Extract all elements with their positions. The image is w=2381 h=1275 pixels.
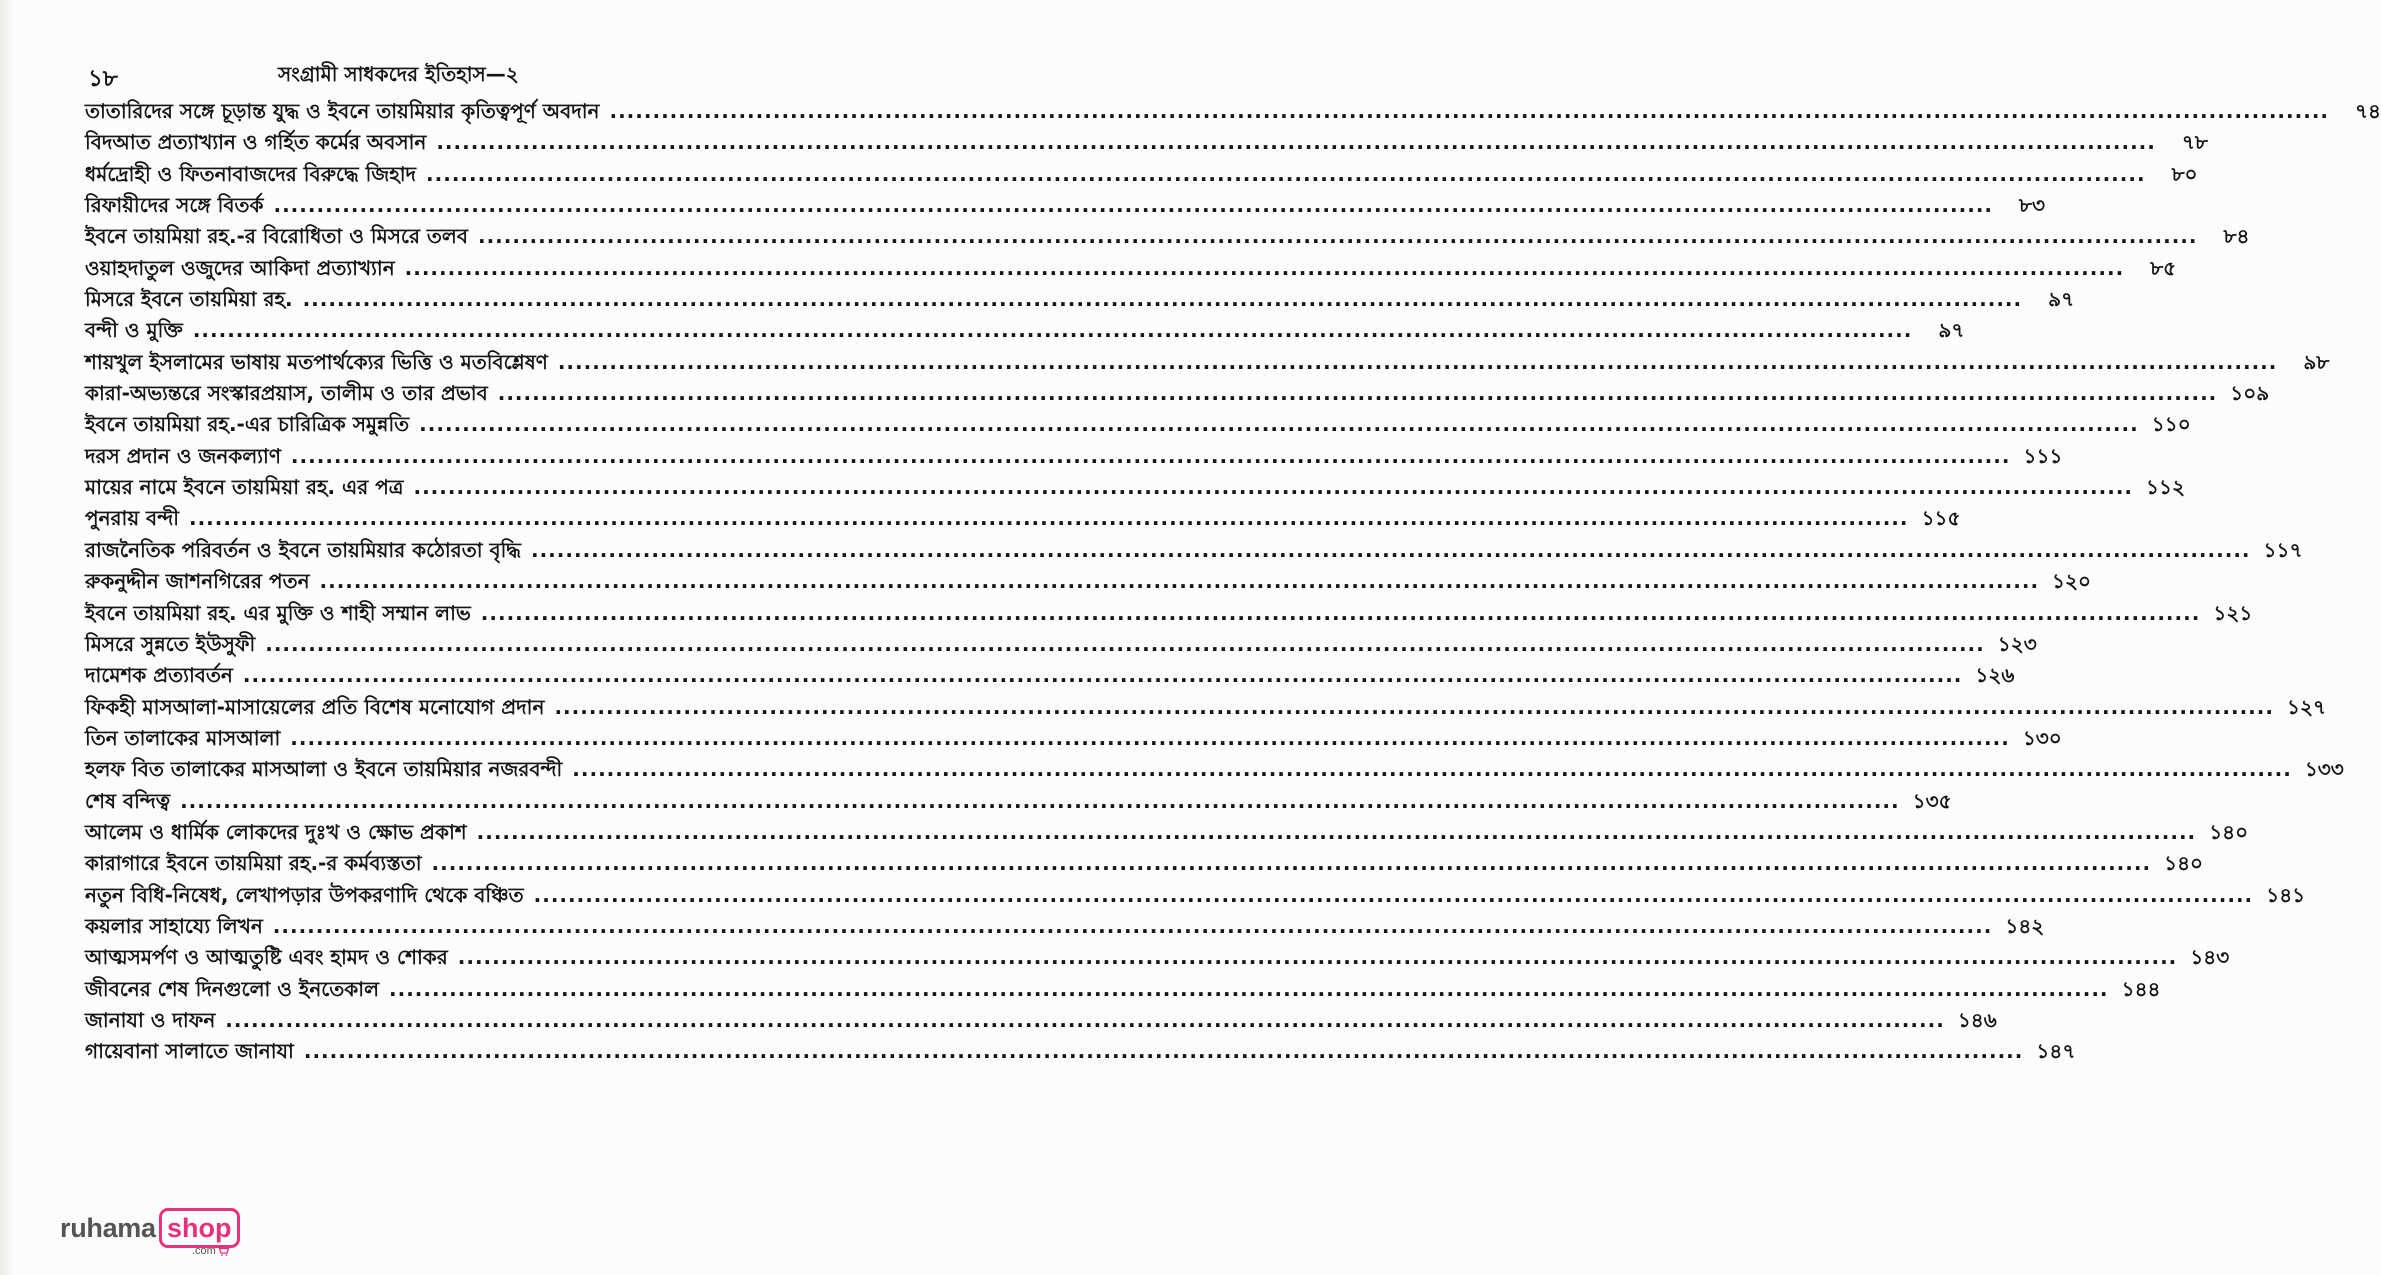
toc-entry-title: তিন তালাকের মাসআলা: [85, 725, 281, 750]
toc-entry: [85, 127, 2208, 158]
toc-dot-leader: ........................................................................................................................................................................................................: [188, 506, 1909, 531]
toc-dot-leader: ........................................................................................................................................................................................................: [242, 663, 1963, 688]
toc-dot-leader: ........................................................................................................................................................................................................: [436, 130, 2156, 155]
toc-entry-title: নতুন বিধি-নিষেধ, লেখাপড়ার উপকরণাদি থেকে বঞ্চিত: [85, 882, 524, 907]
toc-entry-page: ১১২: [2146, 475, 2186, 500]
toc-entry: [85, 566, 2092, 597]
toc-entry-title: দরস প্রদান ও জনকল্যাণ: [85, 443, 281, 468]
toc-entry-title: পুনরায় বন্দী: [85, 506, 179, 531]
toc-entry-page: ১০৯: [2230, 381, 2270, 406]
toc-entry-title: বন্দী ও মুক্তি: [85, 318, 183, 343]
toc-entry-page: ১৪০: [2164, 851, 2204, 876]
toc-dot-leader: ........................................................................................................................................................................................................: [413, 475, 2134, 500]
toc-dot-leader: ........................................................................................................................................................................................................: [557, 349, 2278, 374]
toc-entry: [85, 942, 2230, 973]
toc-entry-title: ইবনে তায়মিয়া রহ.-র বিরোধিতা ও মিসরে তলব: [85, 224, 468, 249]
table-of-contents: [85, 96, 2381, 1068]
toc-dot-leader: ........................................................................................................................................................................................................: [554, 694, 2274, 719]
toc-entry: [85, 754, 2344, 785]
toc-entry: [85, 96, 2381, 127]
page-header: [88, 58, 768, 92]
toc-entry-title: বিদআত প্রত্যাখ্যান ও গর্হিত কর্মের অবসান: [85, 130, 427, 155]
toc-entry: [85, 441, 2063, 472]
toc-entry-title: জানাযা ও দাফন: [85, 1007, 216, 1032]
toc-entry: [85, 598, 2253, 629]
toc-entry-page: ৮৫: [2150, 255, 2177, 280]
toc-entry: [85, 848, 2204, 879]
toc-entry: [85, 253, 2177, 284]
toc-entry-page: ৭৪: [2355, 99, 2381, 123]
toc-entry-page: ৯৮: [2303, 349, 2330, 374]
toc-entry-title: তাতারিদের সঙ্গে চূড়ান্ত যুদ্ধ ও ইবনে তায়মিয়ার কৃতিত্বপূর্ণ অবদান: [85, 99, 600, 123]
toc-entry-title: ইবনে তায়মিয়া রহ.-এর চারিত্রিক সমুন্নতি: [85, 412, 410, 437]
toc-entry-title: শেষ বন্দিত্ব: [85, 788, 171, 813]
toc-entry-title: মিসরে সুন্নতে ইউসুফী: [85, 631, 256, 656]
toc-entry-page: ১৩৩: [2304, 757, 2344, 782]
toc-dot-leader: ........................................................................................................................................................................................................: [572, 757, 2292, 782]
toc-dot-leader: ........................................................................................................................................................................................................: [497, 381, 2218, 406]
toc-entry-page: ৮৪: [2223, 224, 2250, 249]
toc-entry-title: হলফ বিত তালাকের মাসআলা ও ইবনে তায়মিয়ার নজরবন্দী: [85, 757, 563, 782]
toc-entry: [85, 974, 2161, 1005]
toc-entry-page: ১৩০: [2022, 725, 2062, 750]
toc-entry-page: ১১৭: [2263, 537, 2303, 562]
toc-entry-title: কারা-অভ্যন্তরে সংস্কারপ্রয়াস, তালীম ও তার প্রভাব: [85, 381, 488, 406]
page-number: ১৮: [88, 66, 118, 92]
toc-dot-leader: ........................................................................................................................................................................................................: [180, 788, 1900, 813]
toc-entry-title: আত্মসমর্পণ ও আত্মতুষ্টি এবং হামদ ও শোকর: [85, 945, 448, 970]
toc-entry: [85, 284, 2075, 315]
toc-entry-title: শায়খুল ইসলামের ভাষায় মতপার্থক্যের ভিত্তি ও মতবিশ্লেষণ: [85, 349, 548, 374]
toc-entry: [85, 629, 2037, 660]
toc-dot-leader: ........................................................................................................................................................................................................: [477, 224, 2198, 249]
toc-dot-leader: ........................................................................................................................................................................................................: [609, 99, 2330, 123]
logo-wordmark: ruhama: [60, 1213, 156, 1243]
toc-dot-leader: ........................................................................................................................................................................................................: [302, 287, 2023, 312]
toc-dot-leader: ........................................................................................................................................................................................................: [192, 318, 1913, 343]
toc-dot-leader: ........................................................................................................................................................................................................: [273, 193, 1994, 218]
toc-entry-page: ১১১: [2023, 443, 2063, 468]
toc-entry: [85, 880, 2306, 911]
logo-domain: .com: [192, 1245, 216, 1257]
toc-entry-page: ১৩৫: [1912, 788, 1952, 813]
toc-entry-page: ১১৫: [1921, 506, 1961, 531]
toc-entry-page: ১২১: [2213, 600, 2253, 625]
toc-entry: [85, 660, 2015, 691]
toc-entry-page: ১২৬: [1975, 663, 2015, 688]
running-title: সংগ্রামী সাধকদের ইতিহাস—২: [278, 62, 519, 86]
toc-dot-leader: ........................................................................................................................................................................................................: [426, 161, 2146, 186]
toc-entry: [85, 378, 2270, 409]
logo-shop-badge: shop: [159, 1208, 240, 1248]
toc-entry-title: মায়ের নামে ইবনে তায়মিয়া রহ. এর পত্র: [85, 475, 404, 500]
toc-entry: [85, 190, 2046, 221]
toc-entry: [85, 786, 1952, 817]
toc-dot-leader: ........................................................................................................................................................................................................: [419, 412, 2139, 437]
page-edge-shadow: [0, 0, 14, 1275]
toc-dot-leader: ........................................................................................................................................................................................................: [272, 913, 1993, 938]
toc-entry-title: রাজনৈতিক পরিবর্তন ও ইবনে তায়মিয়ার কঠোরতা বৃদ্ধি: [85, 537, 521, 562]
toc-entry-page: ৯৭: [2048, 287, 2075, 312]
toc-entry-title: ধর্মদ্রোহী ও ফিতনাবাজদের বিরুদ্ধে জিহাদ: [85, 161, 417, 186]
toc-dot-leader: ........................................................................................................................................................................................................: [476, 819, 2197, 844]
toc-entry: [85, 911, 2045, 942]
toc-entry-title: দামেশক প্রত্যাবর্তন: [85, 663, 233, 688]
toc-entry: [85, 535, 2303, 566]
toc-dot-leader: ........................................................................................................................................................................................................: [319, 569, 2040, 594]
toc-entry-page: ৭৮: [2181, 130, 2208, 155]
toc-entry: [85, 347, 2330, 378]
toc-entry-page: ৮০: [2171, 161, 2198, 186]
toc-entry: [85, 315, 1965, 346]
toc-dot-leader: ........................................................................................................................................................................................................: [290, 443, 2011, 468]
toc-entry-page: ১৪৪: [2121, 976, 2161, 1001]
toc-entry-page: ১৪১: [2266, 882, 2306, 907]
toc-entry: [85, 159, 2198, 190]
toc-entry-title: কয়লার সাহায্যে লিখন: [85, 913, 263, 938]
toc-entry-page: ১৪৩: [2190, 945, 2230, 970]
toc-entry: [85, 503, 1961, 534]
toc-entry-title: রুকনুদ্দীন জাশনগিরের পতন: [85, 569, 310, 594]
toc-entry-page: ৯৭: [1938, 318, 1965, 343]
toc-entry-page: ১৪৬: [1957, 1007, 1997, 1032]
toc-entry-title: গায়েবানা সালাতে জানাযা: [85, 1039, 294, 1064]
toc-entry: [85, 221, 2250, 252]
toc-entry-page: ৮৩: [2019, 193, 2046, 218]
toc-entry-page: ১৪২: [2005, 913, 2045, 938]
toc-dot-leader: ........................................................................................................................................................................................................: [265, 631, 1985, 656]
toc-entry-page: ১২৩: [1997, 631, 2037, 656]
toc-dot-leader: ........................................................................................................................................................................................................: [530, 537, 2251, 562]
toc-dot-leader: ........................................................................................................................................................................................................: [457, 945, 2178, 970]
toc-dot-leader: ........................................................................................................................................................................................................: [404, 255, 2125, 280]
toc-entry: [85, 723, 2062, 754]
toc-entry-page: ১২০: [2052, 569, 2092, 594]
toc-dot-leader: ........................................................................................................................................................................................................: [303, 1039, 2024, 1064]
toc-entry: [85, 409, 2191, 440]
toc-entry-title: ফিকহী মাসআলা-মাসায়েলের প্রতি বিশেষ মনোযোগ প্রদান: [85, 694, 545, 719]
toc-entry-title: কারাগারে ইবনে তায়মিয়া রহ.-র কর্মব্যস্ততা: [85, 851, 422, 876]
toc-entry: [85, 1036, 2076, 1067]
toc-dot-leader: ........................................................................................................................................................................................................: [480, 600, 2201, 625]
toc-entry-page: ১৪৭: [2036, 1039, 2076, 1064]
toc-entry-page: ১৪০: [2209, 819, 2249, 844]
toc-dot-leader: ........................................................................................................................................................................................................: [431, 851, 2152, 876]
toc-entry-title: ওয়াহদাতুল ওজুদের আকিদা প্রত্যাখ্যান: [85, 255, 395, 280]
toc-dot-leader: ........................................................................................................................................................................................................: [389, 976, 2109, 1001]
toc-entry-title: মিসরে ইবনে তায়মিয়া রহ.: [85, 287, 293, 312]
cart-icon: [217, 1246, 229, 1256]
toc-entry: [85, 692, 2326, 723]
toc-entry-page: ১২৭: [2286, 694, 2326, 719]
toc-dot-leader: ........................................................................................................................................................................................................: [533, 882, 2254, 907]
toc-entry-title: ইবনে তায়মিয়া রহ. এর মুক্তি ও শাহী সম্মান লাভ: [85, 600, 471, 625]
toc-entry: [85, 817, 2249, 848]
toc-dot-leader: ........................................................................................................................................................................................................: [225, 1007, 1945, 1032]
toc-entry: [85, 472, 2186, 503]
toc-entry-title: রিফায়ীদের সঙ্গে বিতর্ক: [85, 193, 264, 218]
toc-entry-page: ১১০: [2151, 412, 2191, 437]
toc-dot-leader: ........................................................................................................................................................................................................: [290, 725, 2010, 750]
toc-entry: [85, 1005, 1997, 1036]
toc-entry-title: আলেম ও ধার্মিক লোকদের দুঃখ ও ক্ষোভ প্রকাশ: [85, 819, 467, 844]
toc-entry-title: জীবনের শেষ দিনগুলো ও ইনতেকাল: [85, 976, 379, 1001]
watermark-logo: [60, 1208, 260, 1258]
